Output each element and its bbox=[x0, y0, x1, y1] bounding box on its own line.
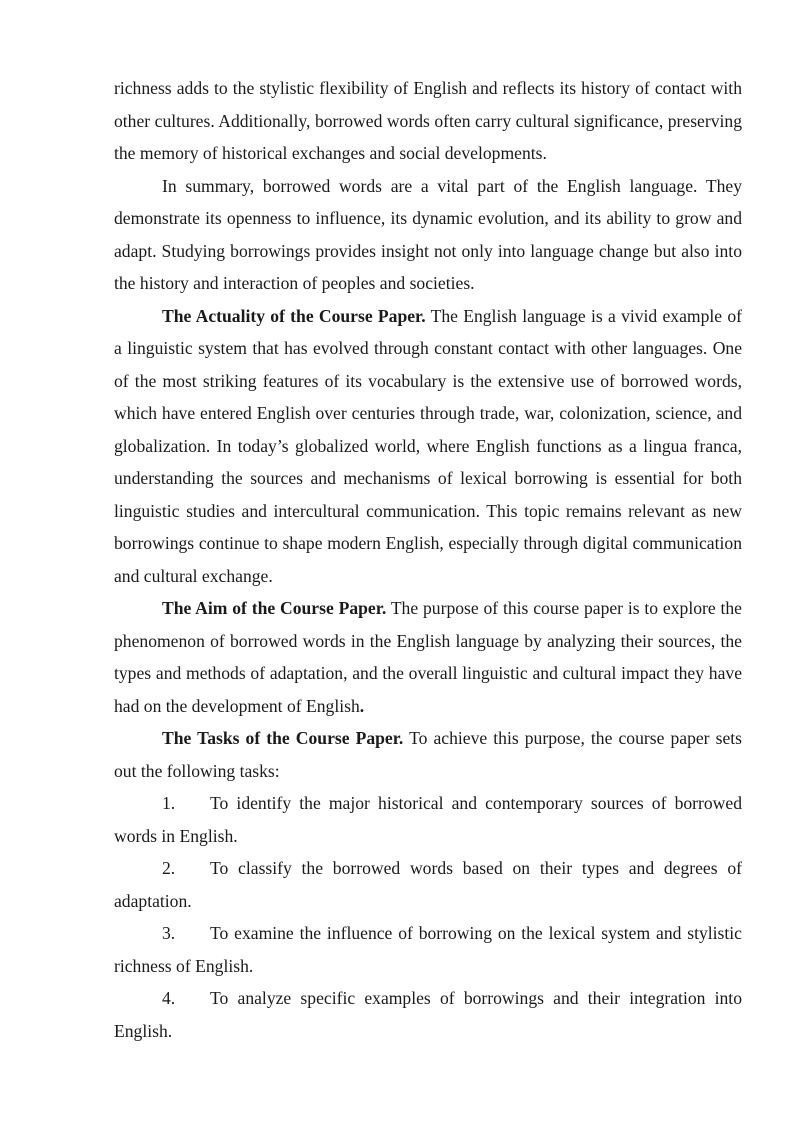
paragraph-actuality bbox=[114, 300, 742, 593]
actuality-heading: The Actuality of the Course Paper. bbox=[162, 305, 426, 326]
document-page bbox=[114, 72, 742, 1047]
task-item-3 bbox=[114, 917, 742, 982]
task-number: 4. bbox=[162, 988, 176, 1008]
paragraph-aim bbox=[114, 592, 742, 722]
paragraph-summary: In summary, borrowed words are a vital part of the English language. They demonstrate its openness to influence, its dynamic evolution, and its ability to grow and adapt. Studying borrowings provides insight not only into language change but also into the history and interaction of peoples and societies. bbox=[114, 175, 742, 293]
aim-heading: The Aim of the Course Paper. bbox=[162, 598, 387, 618]
tasks-text: To achieve this purpose, the course paper sets out the following tasks: bbox=[114, 728, 742, 781]
task-number: 1. bbox=[162, 793, 176, 813]
task-number: 2. bbox=[162, 858, 176, 878]
paragraph-richness: richness adds to the stylistic flexibility of English and reflects its history of contact with other cultures. Additionally, borrowed words often carry cultural significance, preserving the memory of historical exchanges and social developments. bbox=[114, 78, 742, 163]
aim-text: The purpose of this course paper is to explore the phenomenon of borrowed words in the English language by analyzing their sources, the types and methods of adaptation, and the overall linguistic and cultural impact they have had on the development of English bbox=[114, 598, 742, 716]
tasks-heading: The Tasks of the Course Paper. bbox=[162, 728, 404, 748]
task-text: To analyze specific examples of borrowings and their integration into English. bbox=[114, 988, 742, 1041]
actuality-text: The English language is a vivid example of a linguistic system that has evolved through constant contact with other languages. One of the most striking features of its vocabulary is the extensive use of borrowed words, which have entered English over centuries through trade, war, colonization, science, and globalization. In today’s globalized world, where English functions as a lingua franca, understanding the sources and mechanisms of lexical borrowing is essential for both linguistic studies and intercultural communication. This topic remains relevant as new borrowings continue to shape modern English, especially through digital communication and cultural exchange. bbox=[114, 305, 743, 586]
task-number: 3. bbox=[162, 923, 176, 943]
task-text: To classify the borrowed words based on their types and degrees of adaptation. bbox=[114, 858, 742, 911]
task-item-4 bbox=[114, 982, 742, 1047]
aim-period: . bbox=[359, 695, 365, 716]
task-text: To identify the major historical and contemporary sources of borrowed words in English. bbox=[114, 793, 742, 846]
task-item-1 bbox=[114, 787, 742, 852]
task-item-2 bbox=[114, 852, 742, 917]
task-text: To examine the influence of borrowing on the lexical system and stylistic richness of English. bbox=[114, 923, 742, 976]
paragraph-tasks bbox=[114, 722, 742, 787]
